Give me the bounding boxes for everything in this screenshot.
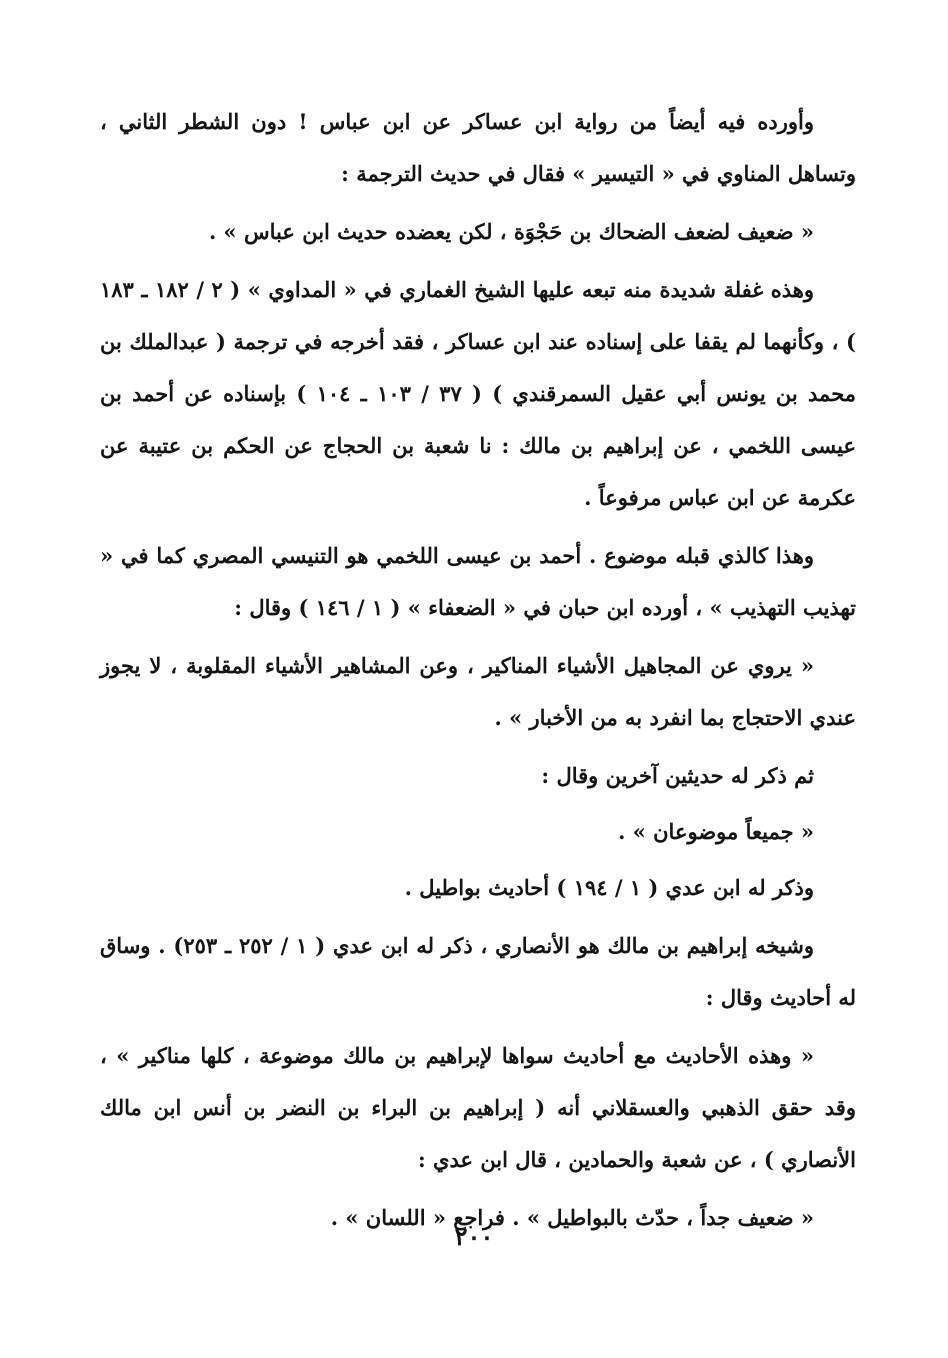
paragraph-2-quote: « ضعيف لضعف الضحاك بن حَجْوَة ، لكن يعضده حديث ابن عباس » . (208, 219, 814, 244)
paragraph-3: وهذه غفلة شديدة منه تبعه عليها الشيخ الغماري في « المداوي » ( ٢ / ١٨٢ ـ ١٨٣ ) ، وكأنهما لم يقفا على إسناده عند ابن عساكر ، فقد أخرجه في ترجمة ( عبدالملك بن محمد بن يونس أبي عقيل السمرقندي ) ( ٣٧ / ١٠٣ ـ ١٠٤ ) بإسناده عن أحمد بن عيسى اللخمي ، عن إبراهيم بن مالك : نا شعبة بن الحجاج عن الحكم بن عتيبة عن عكرمة عن ابن عباس مرفوعاً . (100, 277, 857, 510)
book-page (100, 96, 856, 1296)
body-text (100, 96, 856, 1244)
paragraph-5-quote: « يروي عن المجاهيل الأشياء المناكير ، وعن المشاهير الأشياء المقلوبة ، لا يجوز عندي الاحتجاج بما انفرد به من الأخبار » . (100, 653, 856, 730)
paragraph-1: وأورده فيه أيضاً من رواية ابن عساكر عن ابن عباس ! دون الشطر الثاني ، وتساهل المناوي في « التيسير » فقال في حديث الترجمة : (100, 109, 856, 186)
paragraph-8: وذكر له ابن عدي ( ١ / ١٩٤ ) أحاديث بواطيل . (404, 875, 814, 900)
paragraph-9: وشيخه إبراهيم بن مالك هو الأنصاري ، ذكر له ابن عدي ( ١ / ٢٥٢ ـ ٢٥٣) . وساق له أحاديث وقال : (100, 933, 856, 1010)
paragraph-6: ثم ذكر له حديثين آخرين وقال : (541, 763, 814, 788)
paragraph-7-quote: « جميعاً موضوعان » . (618, 819, 814, 844)
paragraph-10-quote: « وهذه الأحاديث مع أحاديث سواها لإبراهيم بن مالك موضوعة ، كلها مناكير » ، وقد حقق الذهبي والعسقلاني أنه ( إبراهيم بن البراء بن النضر بن أنس ابن مالك الأنصاري ) ، عن شعبة والحمادين ، قال ابن عدي : (100, 1043, 856, 1172)
paragraph-4: وهذا كالذي قبله موضوع . أحمد بن عيسى اللخمي هو التنيسي المصري كما في « تهذيب التهذيب » ، أورده ابن حبان في « الضعفاء » ( ١ / ١٤٦ ) وقال : (100, 543, 856, 620)
page-number: ٢٠٠ (454, 1222, 494, 1251)
paragraph-11-quote: « ضعيف جداً ، حدّث بالبواطيل » . فراجع « اللسان » . (330, 1205, 814, 1230)
